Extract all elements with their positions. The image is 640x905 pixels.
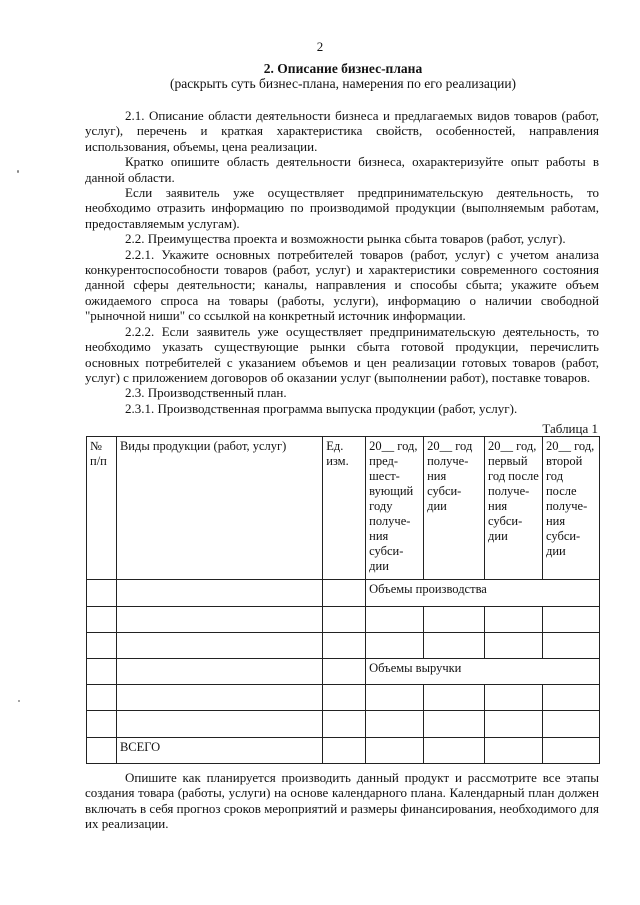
table-row bbox=[87, 711, 600, 737]
scan-artifact bbox=[17, 170, 19, 173]
table-row bbox=[87, 632, 600, 658]
section-title: 2. Описание бизнес-плана bbox=[263, 61, 423, 76]
paragraph-brief: Кратко опишите область деятельности бизнеса, охарактеризуйте опыт работы в данной области. bbox=[85, 154, 599, 185]
header-year-second-after: 20__ год, второй год после получе-ния субси-дии bbox=[542, 437, 599, 580]
production-table bbox=[86, 436, 600, 764]
table-row bbox=[87, 685, 600, 711]
paragraph-2-2-1: 2.2.1. Укажите основных потребителей товаров (работ, услуг) с учетом анализа конкурентоспособности товаров (работ, услуг) и характеристики современного состояния данной сферы деятельности; каналы, направления и способы сбыта; укажите объем ожидаемого спроса на товары (работы, услуги), информацию о наличии свободной "рыночной ниши" со ссылкой на конкретный источник информации. bbox=[85, 246, 599, 324]
table-total-row bbox=[87, 737, 600, 763]
section-subtitle: (раскрыть суть бизнес-плана, намерения по его реализации) bbox=[169, 76, 517, 91]
paragraph-existing-business: Если заявитель уже осуществляет предпринимательскую деятельность, то необходимо отразить информацию по производимой продукции (выполняемым работам, предоставляемым услугам). bbox=[85, 185, 599, 231]
header-product-kind: Виды продукции (работ, услуг) bbox=[116, 437, 322, 580]
header-unit: Ед. изм. bbox=[323, 437, 366, 580]
paragraph-2-2: 2.2. Преимущества проекта и возможности рынка сбыта товаров (работ, услуг). bbox=[125, 231, 566, 247]
header-number: № п/п bbox=[87, 437, 117, 580]
closing-body bbox=[85, 770, 599, 832]
total-label: ВСЕГО bbox=[116, 737, 322, 763]
closing-paragraph: Опишите как планируется производить данный продукт и рассмотрите все этапы создания товара (работы, услуги) на основе календарного плана. Календарный план должен включать в себя прогноз сроков мероприятий и размеры финансирования, необходимого для их реализации. bbox=[85, 770, 599, 832]
section-production-label: Объемы производства bbox=[366, 580, 600, 606]
table-row bbox=[87, 580, 600, 606]
paragraph-2-2-2: 2.2.2. Если заявитель уже осуществляет предпринимательскую деятельность, то необходимо указать существующие рынки сбыта готовой продукции, перечислить основных потребителей с указанием объемов и цен реализации готовых товаров (работ, услуг) с приложением договоров об оказании услуг (выполнении работ), поставке товаров. bbox=[85, 323, 599, 385]
paragraph-2-3: 2.3. Производственный план. bbox=[125, 385, 287, 401]
paragraph-2-1: 2.1. Описание области деятельности бизнеса и предлагаемых видов товаров (работ, услуг), перечень и краткая характеристика свойств, особенностей, направления использования, объемы, цена реализации. bbox=[85, 108, 599, 154]
scan-artifact bbox=[18, 700, 20, 702]
table-caption: Таблица 1 bbox=[542, 421, 598, 436]
table-header-row bbox=[87, 437, 600, 580]
header-year-first-after: 20__ год, первый год после получе-ния субси-дии bbox=[485, 437, 543, 580]
table-row bbox=[87, 606, 600, 632]
page-number: 2 bbox=[316, 39, 324, 54]
table-row bbox=[87, 659, 600, 685]
header-year-subsidy: 20__ год получе-ния субси-дии bbox=[424, 437, 485, 580]
section-body bbox=[85, 108, 599, 416]
section-revenue-label: Объемы выручки bbox=[366, 659, 600, 685]
header-year-before: 20__ год, пред-шест-вующий году получе-ния субси-дии bbox=[366, 437, 424, 580]
paragraph-2-3-1: 2.3.1. Производственная программа выпуска продукции (работ, услуг). bbox=[125, 400, 518, 416]
